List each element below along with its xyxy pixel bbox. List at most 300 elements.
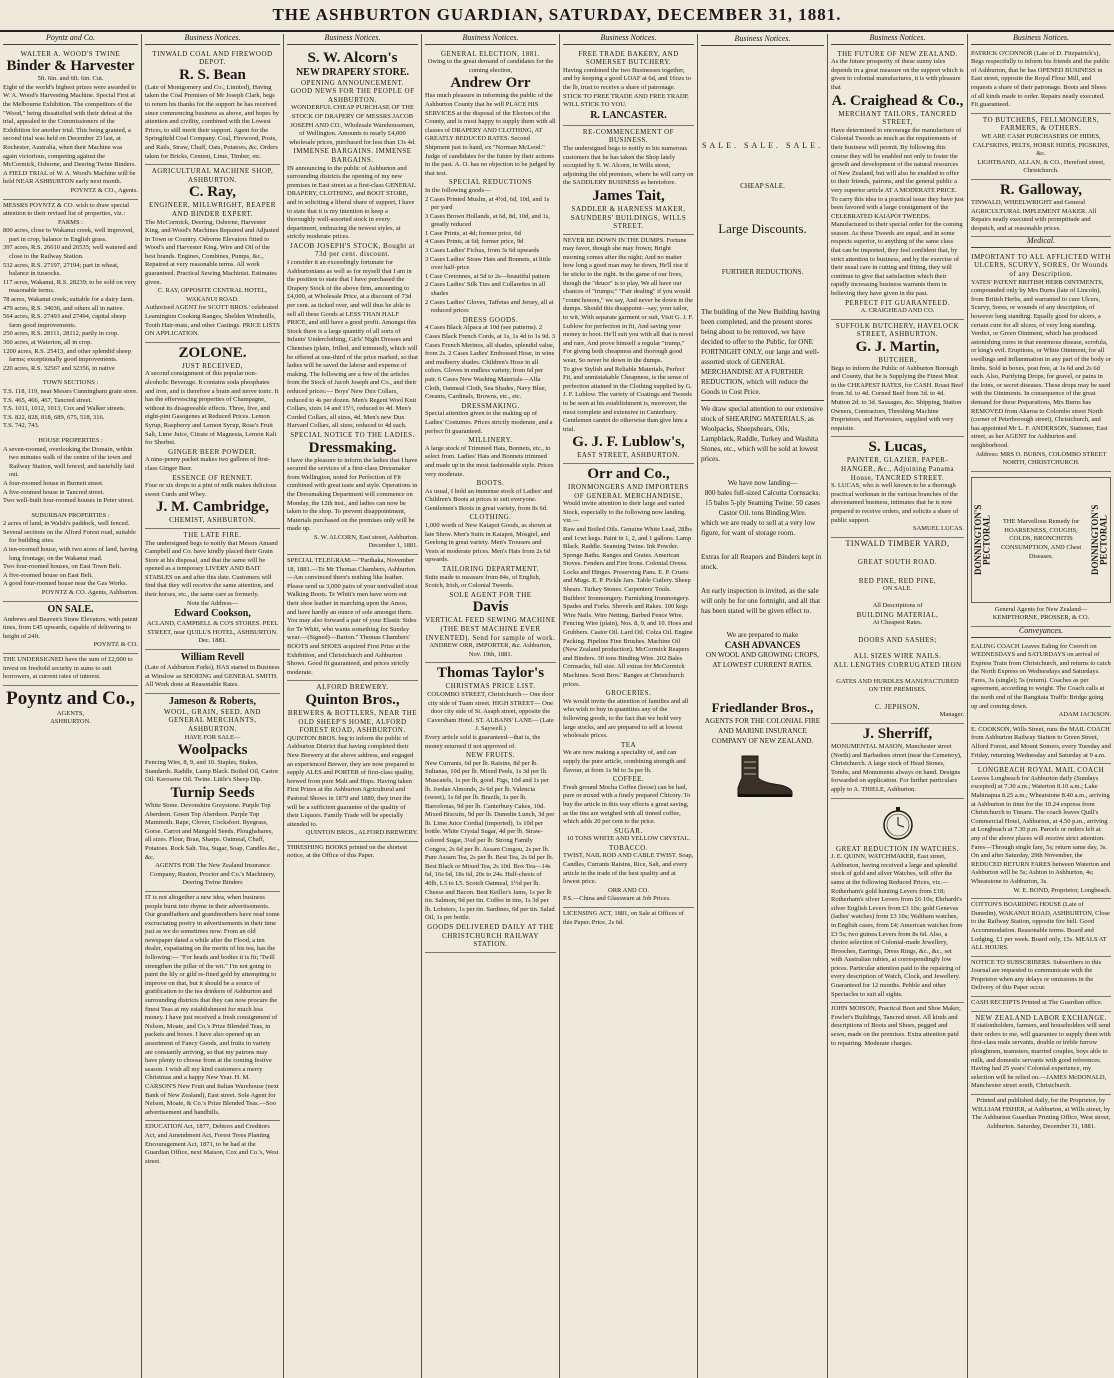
clothing-body: 1,000 worth of New Kaiapoi Goods, as shown at late Show. Men's Suits in Kaiapoi, Mosgiel, and Geelong in great variety. Men's Trousers and Vests at moderate prices. Men's Hats from 2s 6d upwards. [425,522,552,564]
list-item: 1200 acres, R.S. 25413, and other splendid sheep farms; exceptionally good improvements. [3,347,131,364]
dressmaking-heading: DRESSMAKING. [461,401,520,410]
newspaper-columns [0,34,1114,1378]
taylor-title: Thomas Taylor's [436,665,545,682]
column-8 [968,34,1114,1378]
fire-body: The undersigned begs to notify that Messrs Amand Campbell and Co. have kindly placed their Grain Store at his disposal, and that the same will be opened as a temporary LIVERY AND BAIT STABLES on and after this date. Customers will find that they will receive the same attention, and their horses, etc., the same care as formerly. [145,539,278,599]
ray-title: C. Ray, [188,184,237,201]
ealing-ad [971,641,1111,724]
essay-body: IT is not altogether a new idea, when business people burst into rhyme in their advertisements. Our grandfathers and grandmothers have read some excruciating poetry in advertisements in their time just as we do sometimes now. From an old newspaper dated a while after the Flood, a ten dealer, expatiating on the merits of his tea, has the following:— "For heads and bodies it is fit; 'Twill strengthen the pillar of the wit." I'm not going to paint the lily or gild re-fined gold by attempting to improve on that, but it should be a source of gratification to the tea drinkers of Ashburton and surrounding districts that they can now procure the finest Teas at my establishment for much less money. I have just received a fresh consignment of Nelson, Moate, and Co.'s Prize Blended Teas, in packets and boxes. I have also opened up an assortment of Fancy Goods, and fruits in variety are constantly arriving, so that my patrons may have plenty to choose from at the coming festive season. I wish all my kind customers a merry Christmas and a happy New Year. H. M. CARSON'S New Fruit and Italian Warehouse (next Bank of New Zealand), East street. Sole Agent for Nelson, Moate, & Co.'s Prize Blended Teas.—Soo advertisement and handbills. [145,893,280,1116]
lucas-signature: SAMUEL LUCAS. [912,525,964,533]
labor-title: NEW ZEALAND LABOR EXCHANGE. [975,1013,1107,1022]
cotton-ad [971,899,1111,957]
martin-sub: BUTCHER, [878,356,917,364]
orrco-ad [563,464,694,908]
craighead-body: Have determined to encourage the manufacture of Colonial Tweeds as much as the requirements of their business will permit. By following this course they will be enabled not only to foster the growth and development of the natural resources of New Zealand, but will also be enabled to offer to their friends, patrons, and the general public a very superior article AT A MODERATE PRICE. To carry this idea to a practical issue they have just been favored with a large consignment of the CELEBRATED KAIAPOI TWEEDS. Manufactured to their special order for the coming season. As these Tweeds are equal, and in some respects superior, to anything of the same class that can be imported, they feel confident that, by strict attention to business, and by the exercise of their usual care in cutting and fitting, they will continue to give that satisfaction which their rapidly increasing business warrants them in believing they have given in the past. [831,126,964,298]
martin-ad [831,320,964,438]
prepared-heading: We are prepared to make [726,631,799,639]
coffee-heading: COFFEE. [612,775,645,784]
moison-ad [831,1003,964,1051]
butchers-heading: TO BUTCHERS, FELLMONGERS, FARMERS, & OTHERS. [982,115,1100,133]
cookson-body: ACLAND, CAMPBELL & CO'S STORES. PEEL STREET, near QUILL'S HOTEL, ASHBURTON. Dec. 1881. [146,620,279,645]
friedlander-sale-ad [701,49,824,809]
lucas-ad [831,437,964,537]
galloway-ad [971,180,1111,237]
sale-body-5: An early inspection is invited, as the sale will only be for one fortnight, and all that has been stated will be given effect to. [701,587,821,615]
cheapest-rates: At Cheapest Rates. [872,619,923,627]
pectoral-box [971,477,1111,603]
poyntz-properties-ad [3,200,138,602]
column-header: Poyntz and Co. [3,34,138,45]
important-heading: IMPORTANT TO ALL AFFLICTED WITH ULCERS, SCURVY, SORES, Or Wounds of any Description. [971,252,1111,279]
sherriff-ad [831,724,964,799]
undersigned-body: THE UNDERSIGNED have the sum of £2,000 to invest on freehold security in sums to suit borrowers, at current rates of interest. [3,656,133,681]
carson-tea-essay [145,892,280,1121]
cookson-pre: Note the Address— [186,599,239,607]
lucas-sub: PAINTER, GLAZIER, PAPER-HANGER, &c., Adjoining Panama House, TANCRED STREET. [841,456,954,482]
column-header: Business Notices. [701,34,824,46]
future-body: As the future prosperity of these sunny isles depends in a great measure on the support which is given to colonial manufactures, it is with pleasure that [831,58,964,91]
list-item: 1 Case Cretonnes, at 5d to 2s—beautiful pattern [425,272,550,280]
sale-body-2: We draw special attention to our extensive stock of SHEARING MATERIALS, as Woolpacks, Sheepshears, Oils, Lampblack, Raddle, Turkey and Washita Stones, etc., which will be sold at lowest prices. [701,405,823,463]
wood-trial: A FIELD TRIAL of W. A. Wood's Machine will be held NEAR ASHBURTON early next month. [3,169,136,186]
orrco-ps: P.S.—China and Glassware at Job Prices. [563,895,671,903]
ray-sub: ENGINEER, MILLWRIGHT, REAPER AND BINDER EXPERT. [149,201,276,218]
pectoral-body: THE Marvellous Remedy for HOARSENESS, COUGHS, COLDS, BRONCHITIS CONSUMPTION, AND Chest Diseases. [1000,518,1082,560]
taylor-address: COLOMBO STREET, Christchurch— One door city side of Tuam street. HIGH STREET— One door city side of St. Asaph street, opposite the Caversham Hotel. ST. ALBANS' LANE— (Late J. Saywell.) [427,690,554,733]
list-item: 3 Cases Ladies' Straw Hats and Bonnets, at little over half-price [425,255,551,272]
column-header: Business Notices. [563,34,694,45]
zolone-ad [145,343,280,529]
orrco-sub: IRONMONGERS AND IMPORTERS OF GENERAL MERCHANDISE, [568,482,689,500]
jameson-forsale: HAVE FOR SALE— [184,733,241,741]
yates-body: YATES' PATENT BRITISH HERB OINTMENTS, compounded only by Mrs Burns (late of Lincoln), from British Herbs, and warranted to cure Ulcers, Scurvy, Sores, or wounds of any description, of however long standing. Equally good for ulcers, a certain cure for all ulcers, of very long standing. Verdict, or Green Ointment, which has produced astonishing cures in that enormous disease, scrofula, or king's evil. Eruptions, or White Ointment, for all swellings and inflammation in any part of the body or limbs. Sold in boxes, post free, at 1s 6d and 2s 6d each. Also, Purifying Drops, for gravel, or pains in the loins, or secret diseases. These drops may be used with the Ointments. In consequence of the great demand for these Preparations, Mrs Burns has REMOVED from Akaroa to Colombo street North (corner of Peterborough street), Christchurch, and has appointed Mr L. F. ANDERSON, Stationer, East street, as her AGENT for Ashburton and neighborhood. [971,278,1111,449]
column-7 [828,34,968,1378]
red-pine: RED PINE, RED PINE, [858,576,937,585]
poyntz-footer [3,686,138,730]
tobacco-body: TWIST, NAIL ROD AND CABLE TWIST. Soap, Candles, Currants Raisins, Rice, Salt, and every article in the trade of the best quality and at lowest price. [563,852,694,886]
ray-signature: C. RAY, OPPOSITE CENTRAL HOTEL, WAKANUI ROAD. [157,287,268,303]
column-6 [698,34,828,1378]
turnip-list: White Stone. Devonshire Greystone. Purple Top Aberdeen. Green Top Aberdeen. Purple Top Mammoth. Rape, Clover, Cocksfoot. Ryegrass, Gorse. Carrot and Mangold Seeds. Ploughshares, all sizes. Flour, Bran, Sharps. Oatmeal, Chaff, Potatoes. Rock Salt. Tea, Sugar, Soap, Candles &c., &c. [145,801,280,861]
gates-hurdles: GATES AND HURDLES MANUFACTURED ON THE PREMISES. [836,677,959,694]
alcorn-open: OPENING ANNOUNCEMENT. [301,78,404,87]
poyntz-agents: AGENTS, [56,709,85,717]
ealing-body: EALING COACH Leaves Ealing for Ceeroft on WEDNESDAYS and SATURDAYS on arrival of Express Train from Christchurch, and returns to catch the North Express on Wednesdays and Saturdays. Fares, 3s (single); 5s (return). Coaches as per agreement, according to weight. The Coach calls at the north end of the Rangitata Traffic Bridge going up and coming down. [971,642,1111,710]
orr-special: SPECIAL REDUCTIONS [448,178,533,187]
ginger-heading: GINGER BEER POWDER. [168,447,257,456]
list-item: 800 acres, close to Wakanui creek, well improved, part in crop, balance in English grass. [3,227,134,243]
sugar-body: 10 TONS WHITE AND YELLOW CRYSTAL. [566,835,691,843]
great-south: GREAT SOUTH ROAD. [857,558,938,567]
oconnor-ad [971,48,1111,114]
sale-line: SALE. SALE. SALE. [702,141,823,150]
list-item: 220 acres, R.S. 32567 and 32356, in native [3,364,115,372]
lublow-poem: NEVER BE DOWN IN THE DUMPS. Fortune may favor, though she may frown; Bright morning comes after the night; And no matter how long a good man may be down, He'll rise if he sticks to the right. In the game of our lives, though the "deuce" is to play, We all have our chances of "trumps;" "Fair dealing" if you would "count honors," we say, And never be down in the dumps. Should this disappoint—say, your tailor, to wit, With separate garment or suit, Visit G. J. F. Lublow for perfection in fit, And saving your money to boot. He'll suit you with all that is novel and rare, And prove himself a regular "trump," For giving both cheapness and thorough good wear, So never be down in the dumps. [563,236,694,364]
craighead-ad [831,48,964,320]
cookson-body: E. COOKSON, Wills Street, runs the MAIL COACH from Ashburton Railway Station to Green Street, Alford Forest, and Mount Somers, every Tuesday and Friday, returning Wednesday and Saturday at 9 a.m. [971,725,1111,759]
medical-header: Medical. [971,237,1111,248]
dressmaking-title: Dressmaking. [308,439,397,456]
list-item: T.S. 118, 119, near Messrs Cunningham grain store. [3,387,138,395]
longbeach-title: LONGBEACH ROYAL MAIL COACH [977,766,1105,775]
list-item: 2 acres of land, in Walsh's paddock, well fenced. [3,520,130,528]
ginger-body: A nine-penny packet makes two gallons of first-class Ginger Beer. [145,456,271,472]
subscribers-ad [971,957,1111,997]
alford-pre: ALFORD BREWERY. [316,683,389,692]
alcorn-immense: IMMENSE BARGAINS. IMMENSE BARGAINS. [293,147,412,164]
cookson-title: Edward Cookson, [174,608,251,620]
zolone-sub: JUST RECEIVED, [182,361,243,370]
jephson-name: C. JEPHSON, [874,702,921,711]
cotton-body: COTTON'S BOARDING HOUSE (Late of Dunedin), WAKANUI ROAD, ASHBURTON, Close to the Railway Station, opposite fire bell. Good Accommodation. Reasonable terms. Board and Lodging, £1 per week. Board only, 15s. MEALS AT ALL HOURS. [971,901,1110,952]
lancaster-intro: FREE TRADE BAKERY, AND SOMERSET BUTCHERY. [578,49,679,67]
essence-heading: ESSENCE OF RENNET. [172,473,253,482]
list-item: A good four-roomed house near the Gas Works. [3,580,128,588]
column-poyntz [0,34,142,1378]
moison-body: JOHN MOISON, Practical Boot and Shoe Maker, Fowler's Buildings, Tancred street. All kinds and descriptions of Boots and Shoes, pegged and sewn, made on the premises. Extra attention paid to repairing. Moderate charges. [831,1005,961,1047]
friedlander-sub: AGENTS FOR THE COLONIAL FIRE AND MARINE INSURANCE COMPANY OF NEW ZEALAND. [704,717,821,745]
ray-intro: AGRICULTURAL MACHINE SHOP, ASHBURTON. [151,167,274,184]
sherriff-title: J. Sherriff, [862,726,933,742]
cambridge-title: J. M. Cambridge, [156,499,269,516]
receipts-body: CASH RECEIPTS Printed at The Guardian office. [971,999,1103,1007]
sale-body-1: The building of the New Building having been completed, and the present stores being about to be removed, we have decided to offer to the Public, for ONE FORTNIGHT ONLY, our large and well-assorted stock of GENERAL MERCHANDISE AT A FURTHER REDUCTION, which will reduce the Goods to Cost Price. [701,308,820,396]
pectoral-right-label: DONNINGTON'S PECTORAL [1089,504,1109,575]
labor-exchange-ad [971,1012,1111,1095]
building-material: BUILDING MATERIAL, [856,610,939,619]
alcorn-ad [287,48,418,555]
orr-list [425,187,556,316]
column-header: Business Notices. [287,34,418,45]
column-5 [560,34,698,1378]
quinn-ad [831,799,964,1004]
lightband-name: LIGHTBAND, ALLAN, & CO., Hereford street, Christchurch. [977,158,1105,175]
list-item: 2 Cases Ladies' Gloves, Taffetas and Jersey, all at reduced prices [425,298,554,315]
tea-body: We are now making a speciality of, and can supply the pure article, combining strength and flavour, at from 1s 9d to 3s per lb. [563,749,686,774]
large-discounts: Large Discounts. [718,221,807,236]
alcorn-purchase: WONDERFUL CHEAP PURCHASE OF THE STOCK OF DRAPERY OF MESSRS JACOB JOSEPH AND CO., Wholesale Warehousemen, of Wellington. Amounts to nearly £4,000 wholesale prices, purchased for less than 13s 4d. [289,104,416,146]
bean-ad [145,48,280,166]
receipts-ad [971,997,1111,1012]
onsale-signature: POYNTZ & CO. [93,641,138,649]
tait-body: The undersigned begs to notify to his numerous customers that he has taken the Shop lately occupied by S. W. Alcorn, in Wills street, adjoining the old premises, where he will carry on the SADDLERY BUSINESS as heretofore. [563,144,694,187]
poyntz-name: Poyntz and Co., [6,687,135,709]
list-item: 4 Cases Prints, at 6d; former price, 9d [425,238,524,246]
tinwald-timber-ad [831,538,964,724]
boots-heading: BOOTS. [476,479,505,488]
list-item: 397 acres, R.S. 26610 and 26535; well watered and close to the Railway Station. [3,244,137,261]
reduction-body: J. E. QUINN, WATCHMAKER, East street, Ashburton, having received a large and splendid stock of gold and silver Watches, will offer the same at the following Reduced Prices, viz.—Rotherham's gold hunting Levers from £18; Rotherham's silver Levers from £6 10s; Ehrhardt's silver English Levers from £3 10s; gold Genevas (ladies' watches) from £3 10s; Waltham watches, in English cases, from £4; American watches from £3 5s; two guinea Levers from 8s 6d. Also, a choice selection of Colonial-made Jewellery, Brooches, Earrings, Dress Rings, &c., &c., set with Australian rubies, at correspondingly low prices. Particular attention paid to the repairing of every description of Watch, Clock, and Jewellery. Guaranteed for 12 months. Pebble and other Spectacles to suit all sights. [831,853,963,998]
reduction-title: GREAT REDUCTION IN WATCHES. [836,844,959,853]
woolpacks-title: Woolpacks [177,742,248,759]
sale-body-4: Extras for all Reapers and Binders kept in stock. [701,553,822,571]
martin-body: Begs to inform the Public of Ashburton Borough and County, that he is Supplying the Finest Meat in the CHEAPEST RATES, for CASH. Roast Beef from 3d. to 4d. Corned Beef from 3d. to 4d. Mutton 2d. to 3d. Sausages, &c. Shipping, Station Owners, Contractors, Threshing Machine Proprietors, and Harvesters, supplied with very requisite. [831,364,964,432]
list-item: A four-roomed house in Burnett street. [3,479,104,487]
orr-ad [425,48,556,664]
ray-ad [145,165,280,343]
jameson-ad [145,694,280,892]
column-header: Business Notices. [145,34,280,45]
imprint-body: Printed and published daily, for the Proprietor, by WILLIAM FISHER, at Ashburton, at Wills street, by The Ashburton Guardian Printing Office, West street, Ashburton. Saturday, December 31, 1881. [971,1097,1111,1130]
list-item: Several sections on the Alford Forest road, suitable for building sites. [3,528,136,545]
list-item: T.S. 1011, 1012, 1013, Cox and Walker streets. [3,405,126,413]
poyntz-town: ASHBURTON. [50,718,91,726]
orr-election-body: Owing to the great demand of candidates for the coming election, [427,58,554,74]
list-item: 479 acres, R.S. 34036, and others all in native. [3,304,125,312]
list-item: A ten-roomed house, with two acres of land, having long frontage, on the Wakanui road. [3,546,138,562]
alcorn-body: IN announcing to the public of Ashburton and surrounding districts the opening of my new premises in East street as a first-class GENERAL DRAPERY, CLOTHING, and BOOT STORE, and in soliciting a liberal share of support, I have to state that it is my intention to keep a thoroughly well-assorted stock in every department, embracing the newest styles, at strictly moderate prices. [287,164,416,241]
turnip-title: Turnip Seeds [170,784,255,801]
list-item: 2 Cases Printed Muslin, at 4½d, 6d, 10d, and 1s per yard [425,195,550,212]
lublow-ad [563,235,694,464]
lublow-sub: EAST STREET, ASHBURTON. [577,451,680,460]
list-item: A seven-roomed, overlooking the Domain, within two minutes walk of the centre of the town and Railway Station, well fenced, and tastefully laid out. [3,445,134,479]
ray-body: The McCormick, Deering, Osborne, Harvester King, and Wood's Machines Repaired and Adjusted in Town or Country. Osborne Elevators fitted to Wood's and Harvester King. Wire and Oil of the best brands. Engines, Combines, Pumps, &c., Repaired at very reasonable terms. All work guaranteed. Practical Sewing Machinist. Estimates given. [145,218,279,286]
lublow-body: To give Stylish and Reliable Materials, Perfect Fit, and unmistakable Cheapness, is the sense of perfection attained in the Clothing supplied by G. J. F. Lublow. The variety of Coatings and Tweeds to be seen at his establishment is, moreover, the most complete and extensive in Canterbury. Gentlemen cannot do otherwise than give him a trial. [563,365,692,433]
column-header: Business Notices. [425,34,556,45]
orrco-signature: ORR AND CO. [608,886,649,894]
onsale-body: Andrews and Beaven's Straw Elevators, with patent tines, from £45 upwards, capable of delivering to height of 24ft. [3,615,138,640]
cambridge-sub: CHEMIST, ASHBURTON. [169,516,256,525]
craighead-title: A. Craighead & Co., [831,92,964,109]
clothing-heading: CLOTHING. [469,513,512,522]
tailoring-body: Suits made to measure from 84s, of English, Scotch, Irish, or Colonial Tweeds. [425,573,541,590]
orr-title: Andrew Orr [450,75,531,92]
martin-title: G. J. Martin, [855,339,940,355]
town-heading: TOWN SECTIONS : [42,379,99,387]
further-reductions: FURTHER REDUCTIONS. [721,268,804,276]
fruits-list: New Currants, 6d per lb. Raisins, 8d per lb. Sultanas, 10d per lb. Mixed Peels, 1s 3d per lb. Muscatels, 1s per lb, good. Figs, 10d and 1s per lb. Jordan Almonds, 2s 6d per lb. Valencia (sweet), 1s 6d per lb. Brazils, 1s per lb. Barcelonas, 9d per lb. Canterbury Cakes, 10d. Mixed Biscuits, 9d per lb. Dunedin Lunch, 3d per lb. Lime Juice Cordial (imported), 1s 10d per bottle. White Crystal Sugar, 4d per lb. Straw-colored Sugar, 3¼d per lb. Strong Family Congou, 2s 6d per lb. Assam Congou, 2s per lb. Pure Assam Tea, 2s per lb. Best Tea, 2s 6d per lb. Best Black or Mixed Tea, 2s 10d. Box Tea—14s 6d, 16s 6d, 18s 6d, 20s to 24s. Half-chests of 40lb, L3 to L5. Scotch Oatmeal, 1½d per lb. Cheese and Bacon. Best Keiller's Jams, 1s per lb tin. Salmon, 9d per tin. Coffee in tins, 1s 3d per lb. Lobsters, 1s per tin. Sardines, 6d per tin. Salad Oil, 1s per bottle. [425,759,555,922]
tobacco-heading: TOBACCO. [608,843,649,852]
yates-ad [971,251,1111,472]
sugar-heading: SUGAR. [614,826,643,835]
masthead: THE ASHBURTON GUARDIAN, SATURDAY, DECEMBER 31, 1881. [0,0,1114,32]
conveyances-header: Conveyances. [971,627,1111,638]
alcorn-signature: S. W. ALCORN, East street, Ashburton. December 1, 1881. [313,533,418,550]
wire-nails: ALL SIZES WIRE NAILS. [853,652,942,661]
quinton-body: QUINTON BROS. beg to inform the public of Ashburton District that having completed their New Brewery at the above address, and engaged an experienced Brewer, they are now prepared to supply ALES and PORTER of first-class quality, brewed from pure Malt and Hops. Having taken First Prizes at the Ashburton Agricultural and Pastoral Shows in 1879 and 1880, they trust the will be a sufficient guarantee of the quality of their Liquors. Family Trade will be specially attended to. [287,734,415,828]
fire-heading: THE LATE FIRE. [183,530,242,539]
bond-signature: W. E. BOND, Proprietor, Longbeach. [1013,886,1111,894]
cookson-coach-ad [971,724,1111,764]
orrco-title: Orr and Co., [587,465,670,482]
revell-title: William Revell [180,652,245,664]
tea-heading: TEA [620,740,637,749]
friedlander-title: Friedlander Bros., [711,700,814,715]
list-item: T.S. 465, 466, 467, Tancred street. [3,396,93,404]
wool-crops: ON WOOL AND GROWING CROPS, AT LOWEST CURRENT RATES. [705,651,820,669]
telegram-body: SPECIAL TELEGRAM.—"Parihaka, November 18, 1881.—To Mr Thomas Chambers, Ashburton.—Am convinced there's nothing like leather. Please send us 3,000 pairs of your unrivalled stout Walking Boots. Te Whiti's men have worn out their shoe leather in marching upon the Amos, and have hardly an ounce of sole amongst them. You may also forward a pair of your Elastic Sides for Te Whiti, who wants something for Sunday wear.—(Signed)—Barton." Thomas Chambers' BOOTS and SHOES acquired First Prize at the Exhibition, and Christchurch and Ashburton Shows. Good fit guaranteed, and prices strictly moderate. [287,557,418,676]
landing-heading: We have now landing— [727,479,798,487]
quinton-sub: BREWERS & BOTTLERS, NEAR THE OLD SHEEP'S HOME, ALFORD FOREST ROAD, ASHBURTON. [287,708,418,735]
education-body: EDUCATION Act, 1877, Debtors and Creditors Act, and Amendment Act, Forest Trees Planting Encouragement Act, 1871, to be had at the Guardian Office, next Maison, Cox and Co.'s, West street. [145,1123,279,1165]
list-item: Two well-built four-roomed houses in Peter street. [3,497,135,505]
suburban-heading: SUBURBAN PROPERTIES : [31,511,110,519]
telegram-ad [287,555,418,681]
wood-intro: WALTER A. WOOD'S TWINE [20,49,121,58]
onsale-ad [3,602,138,654]
column-4 [422,34,560,1378]
poyntz-signature: POYNTZ & CO. Agents, Ashburton. [41,589,138,597]
future-heading: THE FUTURE OF NEW ZEALAND. [837,49,958,58]
dressmaking-body: Special attention given to the making up of Ladies' Costumes. Prices strictly moderate, and a perfect fit guaranteed. [425,410,553,435]
goods-delivered: GOODS DELIVERED DAILY AT THE CHRISTCHURCH RAILWAY STATION. [427,923,554,949]
davis-sub: VERTICAL FEED SEWING MACHINE (THE BEST MACHINE EVER INVENTED). Send for sample of work. [425,616,556,642]
tinwald-title: TINWALD TIMBER YARD, [845,538,950,548]
landing-list: 800 bales full-sized Calcutta Cornsacks. 15 bales 5-ply Seaming Twine. 50 cases Castor Oil. tons Binding Wire. [704,489,821,517]
suburban-list [3,520,138,589]
house-heading: HOUSE PROPERTIES : [38,436,103,444]
joseph-heading: JACOB JOSEPH'S STOCK, Bought at 73d per cent. discount. [290,241,415,259]
lucas-title: S. Lucas, [868,439,927,456]
column-2 [142,34,284,1378]
column-header: Business Notices. [971,34,1111,45]
millinery-heading: MILLINERY. [468,436,513,445]
threshing-ad [287,842,418,864]
education-ad [145,1121,280,1169]
burns-address: Address: MRS O. BURNS, COLOMBO STREET NORTH, CHRISTCHURCH. [975,450,1107,467]
coffee-body: Fresh ground Mocha Coffee (loose) can be had, pure or mixed with a finely prepared Chicory. To buy the article in this way effects a great saving, as the tins are weighed with all tinned coffee, which adds 20 per cent to the price. [563,783,691,826]
ealing-signature: ADAM JACKSON. [1058,711,1111,719]
wood-binder-ad [3,48,138,200]
craighead-signature: A. CRAIGHEAD AND CO. [860,307,935,315]
list-item: 3 Cases Ladies' Fichus, from 3s 6d upwards [425,247,540,255]
millinery-body: A large stock of Trimmed Hats, Bonnets, etc., to select from. Ladies' Hats and Bonnets trimmed and made up in the most fashionable style. Prices very moderate. [425,444,554,478]
list-item: Two four-roomed houses, on East Town Belt. [3,563,121,571]
dress-goods-heading: DRESS GOODS. [462,315,519,324]
lancaster-title: R. LANCASTER. [590,109,667,121]
pectoral-agents: General Agents for New Zealand— KEMPTHORNE, PROSSER, & CO. [992,605,1090,622]
tinwald-onsale: ON SALE. [883,585,912,593]
undersigned-ad [3,654,138,686]
cash-advances: CASH ADVANCES [724,640,801,650]
davis-title: Davis [472,599,509,616]
alcorn-news: GOOD NEWS FOR THE PEOPLE OF ASHBURTON. [290,87,415,104]
groceries-heading: GROCERIES. [605,689,652,698]
late-fire-ad [145,529,280,650]
taylor-ad [425,663,556,952]
quinton-ad [287,681,418,842]
list-item: 117 acres, Wakanui, R.S. 28239; to be sold on very reasonable terms. [3,278,136,295]
list-item: 1 Case Prints, at 4d; former price, 6d [425,229,521,237]
lucas-body: S. LUCAS, who is well known to be a thorough practical workman in the various branches of the abovenamed business, intimates that he is now prepared to receive orders, and solicits a share of public support. [831,482,959,524]
craighead-sub: MERCHANT TAILORS, TANCRED STREET, [838,109,957,127]
longbeach-ad [971,764,1111,899]
pectoral-ad [971,472,1111,627]
sale-body-3: which we are ready to sell at a very low figure, for want of storage room. [701,519,816,537]
groceries-body: We would invite the attention of families and all who wish to buy in quantities any of the following goods, to the fact that we hold very large stocks, and are prepared to sell at lowest wholesale prices. [563,697,689,740]
list-item: 3 Cases Brown Hollands, at 6d, 8d, 10d, and 1s, greatly reduced [425,212,550,229]
bean-body: (Late of Montgomery and Co., Limited), Having taken the Coal Premises of Mr Joseph Clark, begs to return his thanks for the support he has received since commencing business as above, and hopes by attention and civility, combined with the Lowest Prices, to still merit their support. Agent for the Springfield Coal Company. Coal, Firewood, Posts, and Rails, Straw, Chaff, Oats, Potatoes, &c. Orders taken for Bricks, Cement, Lime, Timber, etc. [145,83,279,160]
tailoring-heading: TAILORING DEPARTMENT. [441,565,539,574]
pectoral-left-label: DONNINGTON'S PECTORAL [973,504,992,575]
special-notice: SPECIAL NOTICE TO THE LADIES. [290,430,415,439]
orr-body: Has much pleasure in informing the public of the Ashburton County that he will PLACE HIS SERVICES at the disposal of the Electors of the County, and is most happy to supply them with all classes of DRAPERY AND CLOTHING, AT GREATLY REDUCED RATES. Second Shipment just to hand, ex "Norman McLeod." Judge of candidates for the future by their actions in the past. A. O. has no objection to be judged by that test. [425,92,556,177]
tait-ad [563,126,694,235]
bean-title: R. S. Bean [179,66,246,83]
list-item: 78 acres, Wakanui creek; suitable for a dairy farm. [3,296,135,304]
quinton-title: Quinton Bros., [305,691,400,708]
longbeach-body: Leaves Longbeach for Ashburton daily (Sundays excepted) at 7.30 a.m.; Waterton 8.10 a.m.; Lake Mahinapua 8.25 a.m.; Wheatstone 8.40 a.m., arriving at Ashburton in time for the 10.24 express from Christchurch to Timaru. The coach leaves Quill's Commercial Hotel, Ashburton, at 4.50 p.m., arriving at Longbeach at 7.30 p.m. Parcels or orders left at any of the above places will receive strict attention. Fares—Through single fare, 5s; return same day, 3s. On and after Saturday, 29th November, the REDUCED RETURN FARES between Waterton and Ashburton will be 5s; Ashton to Ashburton, 4s; Wheatstone to Ashburton, 3s. [971,774,1111,885]
dress-goods-list: 4 Cases Black Alpaca at 10d (see patterns). 2 Cases Black French Cords, at 1s, 1s 4d to 1s 9d. 3 Cases French Merinos, all shades, splendid value, from 2s. 2 Cases Ladies' Embossed Hose, in wine and mulberry shades. Children's Hose in all colors. Gloves in endless variety, from 6d per pair. 6 Cases New Washing Materials—Alfa Cloth, Oatmeal Cloth, Sea Shades, Navy Blue, Creams, Cardinals, Browns, etc., etc. [425,324,555,401]
buyers-body: WE ARE CASH PURCHASERS OF HIDES, CALFSKINS, PELTS, HORSE HIDES, PIGSKINS, &c. [972,132,1110,158]
ray-note: Authorised AGENT for SCOTT BROS.' celebrated Leamington Cooking Ranges, Shelden Windmills, Tooth Hair-mats, and other Castings. PRICE LISTS ON APPLICATION. [145,304,280,338]
martin-intro: SUFFOLK BUTCHERY, HAVELOCK STREET, ASHBURTON. [835,321,960,339]
jameson-title: Jameson & Roberts, [169,695,256,707]
zolone-body: A second consignment of this popular non-alcoholic Beverage. It contains soda phosphates and iron, and is therefore a brain and nerve tonic. It has the effervescing properties of Champagne, without its disagreeable effects. Three, five, and eight-pint Gasogenes at Reduced Prices. Lemon Syrup, Raspberry and Lemon Syrup, Rose's Fruit Salt, Lime Juice, Citrate of Magnesia, Lemon Kali for Sherbet. [145,370,279,447]
bean-intro: TINWALD COAL AND FIREWOOD DEPOT. [152,49,273,67]
lancaster-body: Having combined the two Businesses together, and by keeping a good LOAF at 6d, and 16ozs to the lb, trust to receive a share of patronage. STICK TO FREE TRADE AND FREE TRADE WILL STICK TO YOU. [563,66,691,109]
watch-icon [880,805,916,841]
revell-ad [145,650,280,694]
list-item: 250 acres, R.S. 28111, 28112, partly in crop. [3,330,119,338]
essence-body: Four or six drops to a pint of milk makes delicious sweet Curds and Whey. [145,482,277,498]
threshing-body: THRESHING BOOKS printed on the shortest notice, at the Office of this Paper. [287,843,408,860]
revell-body: (Late of Ashburton Forks), HAS started in Business at Winslow as SHOEING and GENERAL SMITH. All Work done at Reasonable Rates. [145,664,280,689]
alcorn-title: S. W. Alcorn's [307,49,398,66]
column-header: Business Notices. [831,34,964,45]
list-item: 2 Cases Ladies' Silk Ties and Collarettes in all shades [425,281,546,298]
joseph-body: I consider it an exceedingly fortunate for Ashburtonians as well as for myself that I am in the position to state that I have purchased the Drapery Stock of the above firm, amounting to £4,000, at Wholesale Price, at a discount of 73d per cent. as ticked over, and will thus be able to sell all these Goods at LESS THAN HALF PRICE, and still have a good profit. Amongst this Stock there is a large quantity of all sorts of Infants' Underclothing, Girls' Night Dresses and Chemises (plain, frilled, and trimmed), which will be offered at one-third of the price marked, so that ladies will be saved the labour and expense of making. The following are a few of the articles from the Stock of Jacob Joseph and Co., and their reduced prices:— Boys' New Dux Collars, reduced to 4s per dozen. Men's Regent Wool Knit Collars, sizes 14 and 15½, reduced to 4d. Men's Corded Collars, all sizes, 4d. Men's new Dux Harvard Collars, all sizes, reduced to 4d each. [287,259,418,430]
licensing-ad [563,908,694,930]
orr-election: GENERAL ELECTION, 1881. [440,49,541,58]
messrs-intro: MESSRS POYNTZ & CO. wish to draw special attention to their revised list of properties, viz.: [3,201,130,218]
jameson-sub: WOOL, GRAIN, SEED, AND GENERAL MERCHANTS, ASHBURTON. [164,707,261,733]
list-item: 532 acres, R.S. 27197, 27194; part in wheat, balance in tussocks. [3,261,119,278]
labor-body: If stationholders, farmers, and householders will send their orders to me, will guarantee to supply them with first-class male servants, double or treble furrow ploughmen, teamsters, married couples, boys able to milk, and domestic servants with good references. Having had 25 years' Colonial experience, my selection will be relied on.—JAMES McDONALD, Manchester street south, Christchurch. [971,1022,1111,1090]
quinton-signature: QUINTON BROS., ALFORD BREWERY. [305,829,418,837]
list-item: 360 acres, at Waterton, all in crop. [3,339,93,346]
taylor-body: Every article sold is guaranteed—that is, the money returned if not approved of. [425,733,541,750]
galloway-body: TINWALD, WHEELWRIGHT and General AGRICULTURAL IMPLEMENT MAKER. All Repairs neatly executed with promptitude and despatch, and at reasonable prices. [971,198,1097,232]
boots-body: As usual, I hold an immense stock of Ladies' and Children's Boots at prices to suit everyone. Gentlemen's Boots in great variety, from 8s 6d. [425,487,553,512]
tait-intro: RE-COMMENCEMENT OF BUSINESS. [582,127,675,145]
wood-size: 5ft. 6in. and 6ft. 6in. Cut. [37,75,104,83]
list-item: T.S. 742, 743. [3,422,40,430]
cheap-sale: CHEAP SALE. [740,182,785,190]
list-item: 564 acres, R.S. 27493 and 27494, capital sheep farm good improvements. [3,313,126,329]
boot-illustration-icon [728,752,798,800]
all-desc: All Descriptions of [872,602,923,610]
orrco-list: Raw and Boiled Oils. Genuine White Lead, 28lbs and 1cwt kegs. Paint in 1, 2, and 1 gallons. Lamp Black. Raddle. Seaming Twine. Ink Powder. Sponge Baths. Ranges and Grates. American Stoves. Fenders and Fire Irons. Colonial Ovens. Locks and Hinges. Preserving Pans. E. P. Cruets and Mugs. E. P. Pickle Jars. Table Cutlery. Sheep Shears. Turkey Stones. Carpenters' Tools. Builders' Ironmongery. Furnishing Ironmongery. Spades and Forks. Shovels and Rakes. 100 kegs Wire Nails. Wire Netting. Barbed Fence Wire. Fencing Wire (plain), Nos. 8, 9, and 10. Hoes and Grubbers. Castor Oil. Lard Oil. Colza Oil. Engine Packing. Pipeline Fine Brushes. Machine Oil (New Zealand production). McCormick Reapers and Binders. 30 tons Binding Wire. 202 Bales Cornsacks, full size. All extras for McCormick Machines. Scott Bros.' Ranges at Christchurch prices. [563,525,693,688]
wood-signature: POYNTZ & CO., Agents. [70,186,138,194]
list-item: In the following goods— [425,186,491,194]
town-list [3,388,138,431]
lightband-ad [971,114,1111,180]
taylor-sub: CHRISTMAS PRICE LIST. [445,682,536,691]
wood-body: Eight of the world's highest prizes were awarded to W. A. Wood's Harvesting Machine. Special First at the Melbourne Exhibition. The competitors of the "Wood," being dissatisfied with their defeat at the trial, appealed to the Commissioners of the Exhibition for another trial. This being granted, a second trial was held on December 23 last, at Rochester, Australia, when their Machine was again victorious, competing against the McCormick, Osborne, and Deering Twine Binders. [3,83,137,169]
galloway-title: R. Galloway, [999,181,1083,198]
corrugated-iron: ALL LENGTHS CORRUGATED IRON [833,661,962,670]
dressmaking-body: I have the pleasure to inform the ladies that I have secured the services of a first-class Dressmaker from Wellington, noted for Perfection of Fit combined with great taste and style. Operations in the Dressmaking Department will commence on Monday, the 12th inst., and ladies can now be taken to the shop. To prevent disappointment, Materials purchased on the premises only will be made up. [287,456,418,533]
orr-signature: ANDREW ORR, IMPORTER, &c. Ashburton, Nov. 19th, 1881. [429,642,552,658]
column-3 [284,34,422,1378]
oconnor-body: PATRICK O'CONNOR (Late of D. Fitzpatrick's), Begs respectfully to inform his friends and the public of Ashburton, that he has OPENED BUSINESS in East street, opposite the Royal Flour Mill, and requests a share of their patronage. Boots and Shoes of all kinds made to order. Repairs neatly executed. Fit guaranteed. [971,49,1110,109]
woolpacks-list: Fencing Wire, 8, 9, and 10. Staples, Stakes, Standards. Raddle, Lamp Black. Boiled Oil, Castor Oil. Kerosene Oil. Twine. Little's Sheep Dip. [145,759,279,784]
orrco-body: Would invite attention to their large and varied Stock, especially to the following now landing, viz.— [563,500,686,525]
jephson-manager: Manager. [939,711,964,719]
house-list [3,446,138,506]
wood-title: Binder & Harvester [6,58,135,75]
imprint [971,1095,1111,1134]
licensing-body: LICENSING ACT, 1881, on Sale at Offices of this Paper. Price, 2s 6d. [563,910,684,926]
lancaster-ad [563,48,694,126]
list-item: T.S. 822, 828, 818, 689, 675, 518, 316. [3,413,105,421]
list-item: A five-roomed house on East Belt. [3,571,93,579]
fruits-heading: NEW FRUITS. [466,751,515,760]
davis-pre: SOLE AGENT FOR THE [449,590,532,599]
doors-sashes: DOORS AND SASHES; [858,635,937,644]
